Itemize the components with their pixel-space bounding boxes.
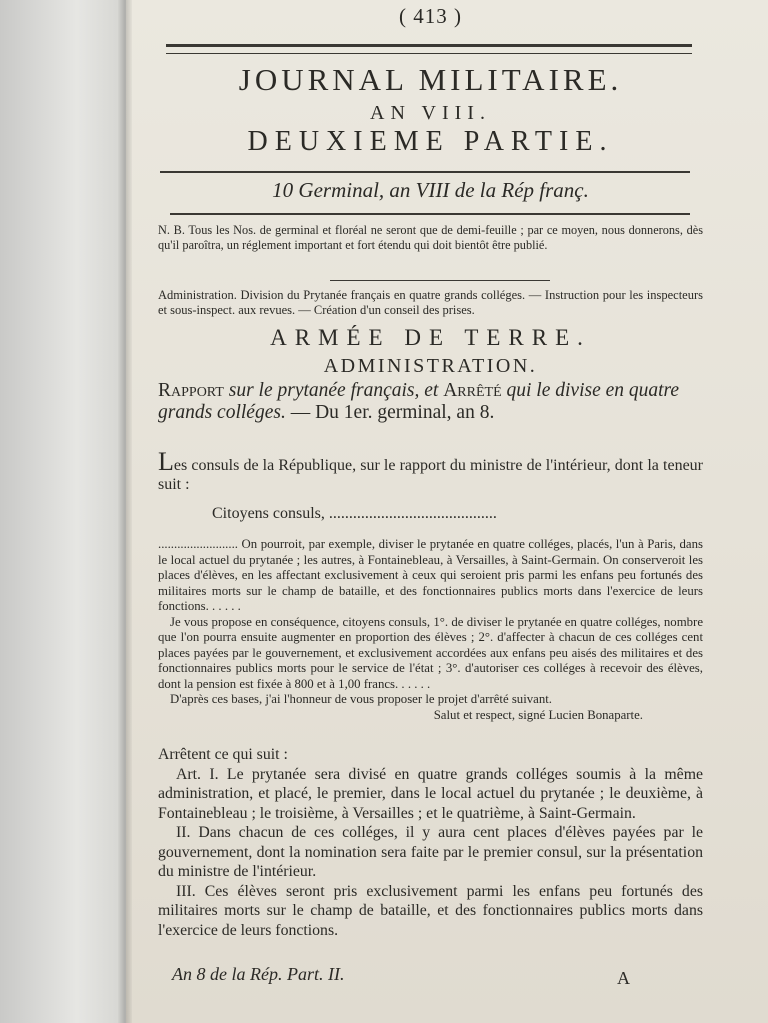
rapport-italic-2: qui le divise en quatre grands colléges. xyxy=(158,380,680,423)
section-heading: ARMÉE DE TERRE. xyxy=(270,325,591,350)
body-signature: Salut et respect, signé Lucien Bonaparte. xyxy=(433,707,643,722)
articles-block xyxy=(158,745,703,940)
body-paragraph-3: D'après ces bases, j'ai l'honneur de vous proposer le projet d'arrêté suivant. xyxy=(170,692,552,706)
rapport-body xyxy=(158,537,703,723)
body-paragraph-1: ......................... On pourroit, par exemple, diviser le prytanée en quatre colléges, placés, l'un à Paris, dans le local actuel du prytanée ; les autres, à Fontainebleau, à Versailles, à Saint-Germain. On conserveroit les places d'élèves, en les affectant exclusivement à ceux qui seroient pris parmi les enfans peu fortunés des militaires morts sur le champ de bataille, et des fonctionnaires publics morts dans l'exercice de leurs fonctions. . . . . . xyxy=(158,537,703,613)
journal-year: AN VIII. xyxy=(370,102,491,124)
article-1: Art. I. Le prytanée sera divisé en quatre grands colléges soumis à la même administration, et placé, le premier, dans le local actuel du prytanée ; le deuxième, à Fontainebleau ; le troisième, à Versailles ; et le quatrième, à Saint-Germain. xyxy=(158,765,703,822)
rapport-date: — Du 1er. germinal, an 8. xyxy=(285,402,495,423)
journal-title: JOURNAL MILITAIRE. xyxy=(238,62,623,97)
rapport-word: Rapport xyxy=(158,380,224,401)
arrete-word: Arrêté xyxy=(443,380,502,401)
rapport-title xyxy=(158,380,703,424)
drop-cap: L xyxy=(158,447,174,476)
article-3: III. Ces élèves seront pris exclusivement parmi les enfans peu fortunés des militaires morts sur le champ de bataille, et des fonctionnaires publics morts dans l'exercice de leurs fonctions. xyxy=(158,882,703,939)
nb-note: N. B. Tous les Nos. de germinal et floréal ne seront que de demi-feuille ; par ce moyen, nous donnerons, dès qu'il paroîtra, un réglement important et fort étendu qui doit bientôt être publié. xyxy=(158,223,703,252)
article-2: II. Dans chacun de ces colléges, il y aura cent places d'élèves payées par le gouvernement, dont la nomination sera faite par le premier consul, sur la présentation du ministre de l'intérieur. xyxy=(158,824,703,880)
rapport-italic-1: sur le prytanée français, et xyxy=(223,380,444,401)
signature-letter: A xyxy=(617,968,630,988)
top-double-rule xyxy=(166,44,692,54)
short-rule xyxy=(330,280,550,281)
title-rule xyxy=(160,171,690,173)
left-page-edge xyxy=(0,0,128,1023)
journal-part: DEUXIEME PARTIE. xyxy=(247,126,614,157)
issue-summary: Administration. Division du Prytanée français en quatre grands colléges. — Instruction pour les inspecteurs et sous-inspect. aux revues. — Création d'un conseil des prises. xyxy=(158,288,703,317)
issue-date: 10 Germinal, an VIII de la Rép franç. xyxy=(272,178,589,202)
page-number: ( 413 ) xyxy=(399,4,462,28)
salutation: Citoyens consuls, .......................................... xyxy=(212,505,497,522)
date-rule xyxy=(170,213,690,215)
articles-intro: Arrêtent ce qui suit : xyxy=(158,746,288,763)
section-subheading: ADMINISTRATION. xyxy=(323,355,538,377)
body-paragraph-2: Je vous propose en conséquence, citoyens consuls, 1°. de diviser le prytanée en quatre colléges, nombre que l'on pourra ensuite augmenter en proportion des élèves ; 2°. d'affecter à chacun de ces colléges cent places payées par le gouvernement, et exclusivement accordées aux enfans peu aisés des militaires et des fonctionnaires publics morts pour le service de l'état ; 3°. d'autoriser ces colléges à recevoir des élèves, dont la pension est fixée à 800 et à 1,00 francs. . . . . . xyxy=(158,614,703,691)
page-fold-shadow xyxy=(118,0,132,1023)
signature-mark: An 8 de la Rép. Part. II. xyxy=(172,964,345,984)
intro-paragraph xyxy=(158,447,703,494)
intro-text: es consuls de la République, sur le rapport du ministre de l'intérieur, dont la teneur suit : xyxy=(158,457,703,493)
